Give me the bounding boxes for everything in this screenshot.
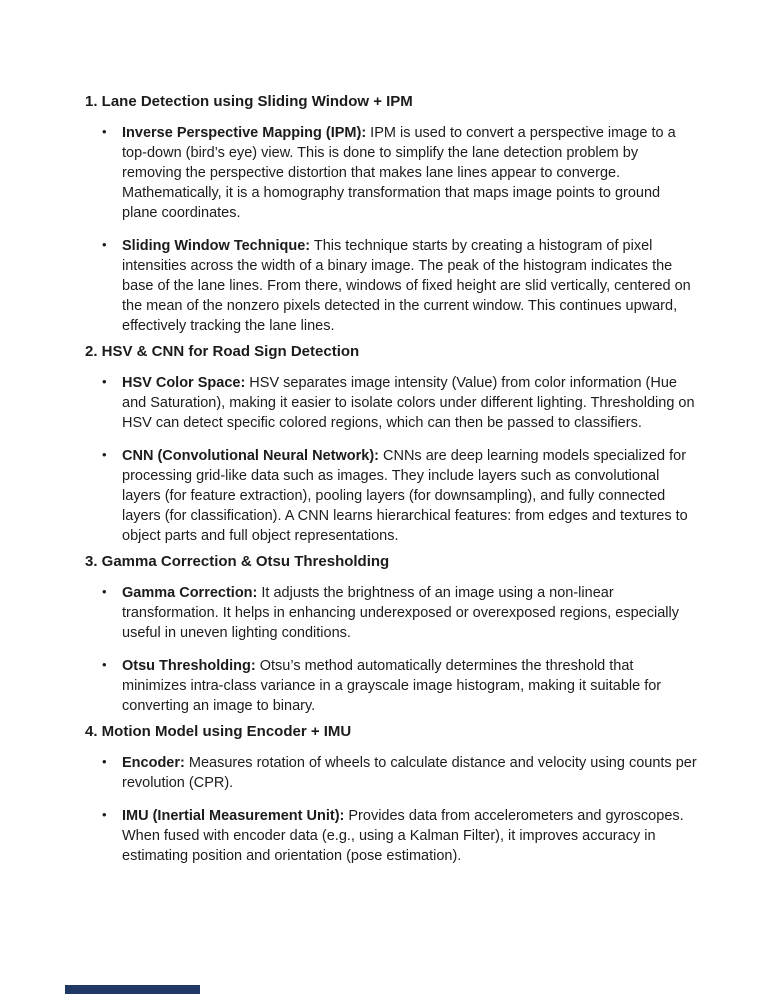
- bullet-term: CNN (Convolutional Neural Network):: [122, 448, 379, 464]
- bullet-term: Inverse Perspective Mapping (IPM):: [122, 125, 367, 141]
- bullet-item: [85, 656, 698, 716]
- bullet-text: This technique starts by creating a histogram of pixel intensities across the width of a binary image. The peak of the histogram indicates the base of the lane lines. From there, windows of fixed height are slid vertically, centered on the mean of the nonzero pixels detected in the current window. This continues upward, effectively tracking the lane lines.: [122, 238, 691, 334]
- bullet-term: Otsu Thresholding:: [122, 658, 256, 674]
- section-encoder-imu: [85, 722, 698, 866]
- bullet-text: HSV separates image intensity (Value) from color information (Hue and Saturation), making it easier to isolate colors under different lighting. Thresholding on HSV can detect specific colored regions, which can then be passed to classifiers.: [122, 375, 695, 431]
- bullet-icon: •: [102, 237, 107, 252]
- bullet-text: It adjusts the brightness of an image using a non-linear transformation. It helps in enhancing underexposed or overexposed regions, especially useful in uneven lighting conditions.: [122, 585, 679, 641]
- bullet-list: [85, 123, 698, 336]
- bullet-item: [85, 123, 698, 223]
- bullet-icon: •: [102, 807, 107, 822]
- section-gamma-otsu: [85, 552, 698, 716]
- bullet-text: IPM is used to convert a perspective image to a top-down (bird’s eye) view. This is done to simplify the lane detection problem by removing the perspective distortion that makes lane lines appear to converge. Mathematically, it is a homography transformation that maps image points to ground plane coordinates.: [122, 125, 676, 221]
- section-hsv-cnn: [85, 342, 698, 546]
- bullet-list: [85, 583, 698, 716]
- section-lane-detection: [85, 92, 698, 336]
- bullet-text: Otsu’s method automatically determines the threshold that minimizes intra-class variance in a grayscale image histogram, making it suitable for converting an image to binary.: [122, 658, 662, 714]
- bullet-item: [85, 753, 698, 793]
- bullet-term: Encoder:: [122, 755, 185, 771]
- bullet-icon: •: [102, 754, 107, 769]
- section-heading: 2. HSV & CNN for Road Sign Detection: [85, 343, 360, 360]
- bullet-list: [85, 373, 698, 546]
- bullet-term: HSV Color Space:: [122, 375, 246, 391]
- bullet-item: [85, 446, 698, 546]
- bullet-text: Provides data from accelerometers and gyroscopes. When fused with encoder data (e.g., using a Kalman Filter), it improves accuracy in estimating position and orientation (pose estimation).: [122, 808, 684, 864]
- bullet-term: Sliding Window Technique:: [122, 238, 311, 254]
- section-heading: 1. Lane Detection using Sliding Window + IPM: [85, 93, 413, 110]
- bullet-term: IMU (Inertial Measurement Unit):: [122, 808, 345, 824]
- bullet-item: [85, 236, 698, 336]
- section-heading: 3. Gamma Correction & Otsu Thresholding: [85, 553, 390, 570]
- bullet-item: [85, 806, 698, 866]
- bullet-icon: •: [102, 657, 107, 672]
- bullet-list: [85, 753, 698, 866]
- section-heading: 4. Motion Model using Encoder + IMU: [85, 723, 352, 740]
- bullet-icon: •: [102, 447, 107, 462]
- bullet-text: CNNs are deep learning models specialized for processing grid-like data such as images. They include layers such as convolutional layers (for feature extraction), pooling layers (for downsampling), and fully connected layers (for classification). A CNN learns hierarchical features: from edges and textures to object parts and full object representations.: [122, 448, 688, 544]
- bullet-icon: •: [102, 584, 107, 599]
- partial-next-element-bar: [65, 985, 200, 994]
- bullet-icon: •: [102, 374, 107, 389]
- bullet-term: Gamma Correction:: [122, 585, 258, 601]
- bullet-icon: •: [102, 124, 107, 139]
- bullet-item: [85, 373, 698, 433]
- bullet-item: [85, 583, 698, 643]
- bullet-text: Measures rotation of wheels to calculate distance and velocity using counts per revolution (CPR).: [122, 755, 697, 791]
